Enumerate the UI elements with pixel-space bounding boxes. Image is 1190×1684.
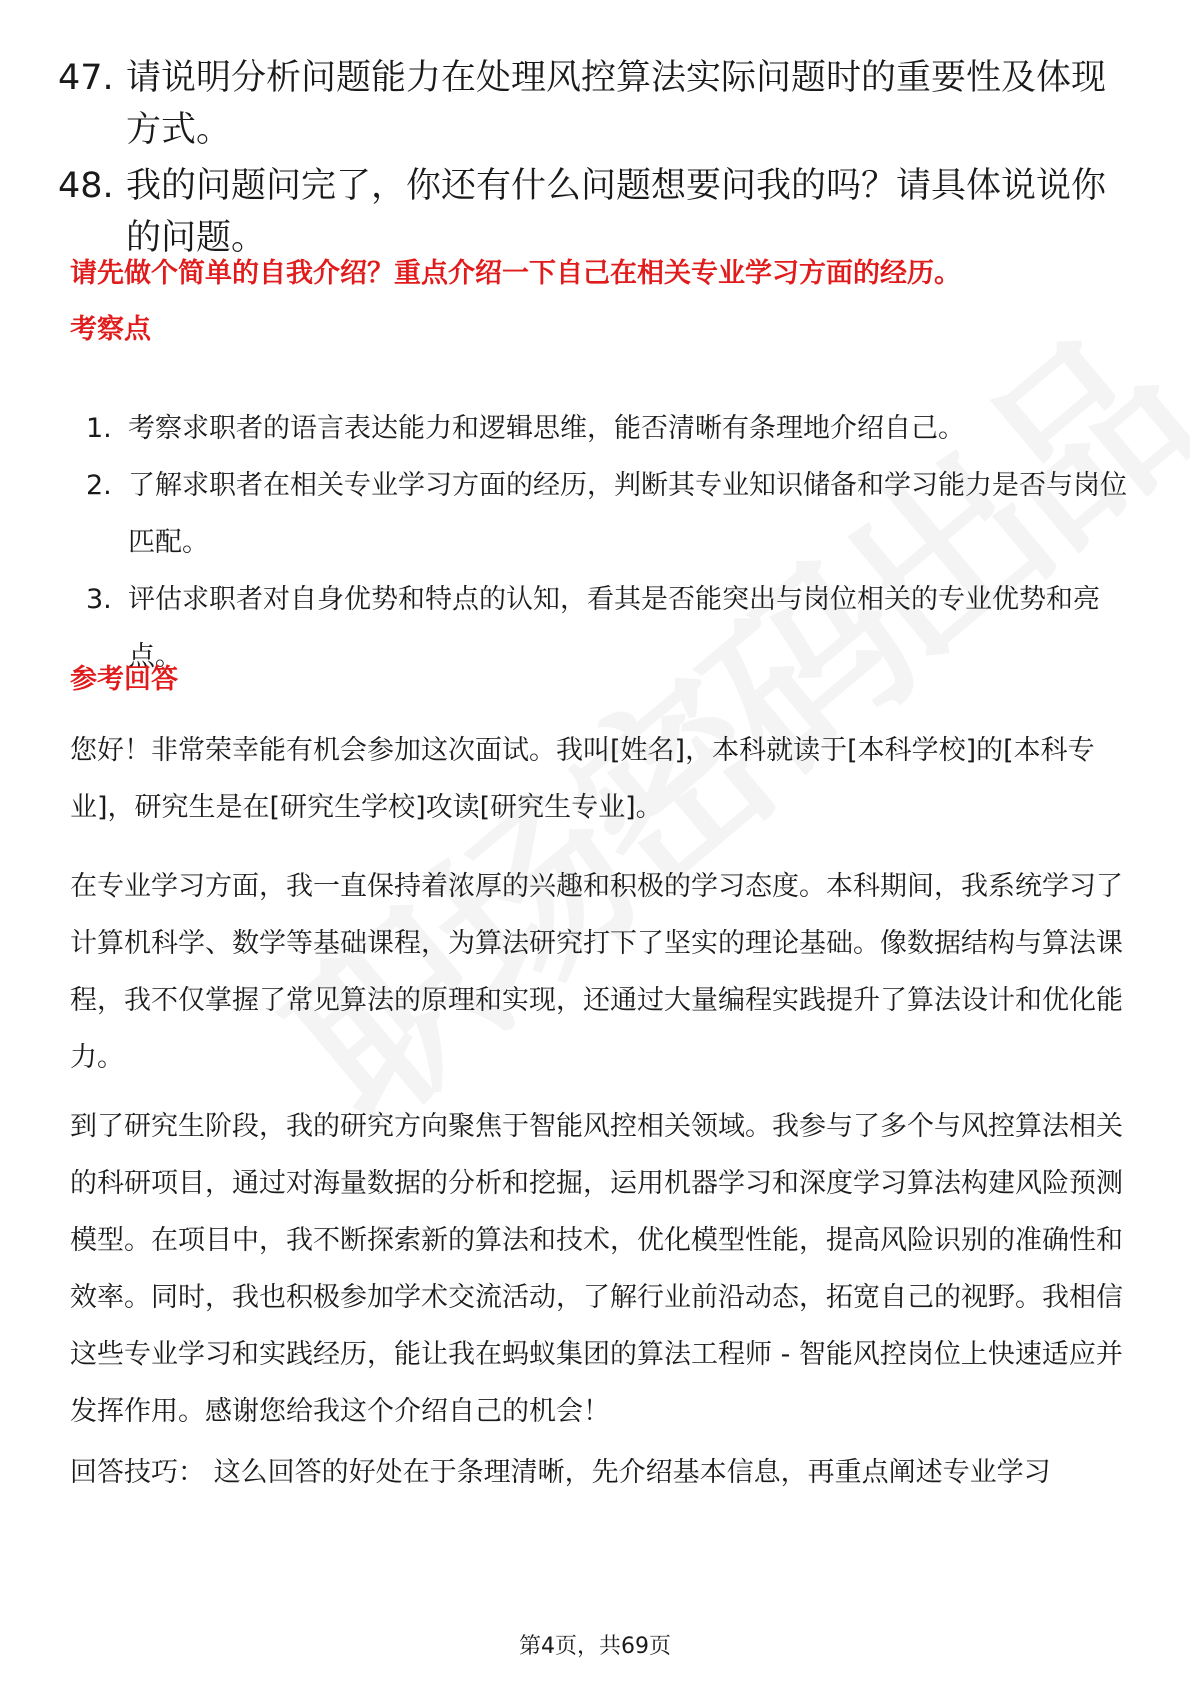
question-item xyxy=(58,52,1138,156)
answer-tip-paragraph: 回答技巧： 这么回答的好处在于条理清晰，先介绍基本信息，再重点阐述专业学习 xyxy=(70,1457,1051,1488)
answer-paragraph: 到了研究生阶段，我的研究方向聚焦于智能风控相关领域。我参与了多个与风控算法相关的科研项目，通过对海量数据的分析和挖掘，运用机器学习和深度学习算法构建风险预测模型。在项目中，我不断探索新的算法和技术，优化模型性能，提高风险识别的准确性和效率。同时，我也积极参加学术交流活动，了解行业前沿动态，拓宽自己的视野。我相信这些专业学习和实践经历，能让我在蚂蚁集团的算法工程师 - 智能风控岗位上快速适应并发挥作用。感谢您给我这个介绍自己的机会！ xyxy=(70,1111,1123,1427)
exam-point-item xyxy=(70,457,1130,571)
question-list xyxy=(58,52,1138,268)
question-text: 请说明分析问题能力在处理风控算法实际问题时的重要性及体现方式。 xyxy=(126,58,1107,150)
exam-point-number: 2. xyxy=(86,470,112,501)
exam-point-text: 考察求职者的语言表达能力和逻辑思维，能否清晰有条理地介绍自己。 xyxy=(128,413,965,444)
question-number: 47. xyxy=(58,58,114,98)
answer-paragraph: 在专业学习方面，我一直保持着浓厚的兴趣和积极的学习态度。本科期间，我系统学习了计算机科学、数学等基础课程，为算法研究打下了坚实的理论基础。像数据结构与算法课程，我不仅掌握了常见算法的原理和实现，还通过大量编程实践提升了算法设计和优化能力。 xyxy=(70,871,1123,1073)
exam-point-text: 评估求职者对自身优势和特点的认知，看其是否能突出与岗位相关的专业优势和亮点。 xyxy=(128,584,1100,672)
exam-point-number: 1. xyxy=(86,413,112,444)
exam-points-title: 考察点 xyxy=(70,314,151,345)
exam-point-item xyxy=(70,571,1130,685)
exam-point-text: 了解求职者在相关专业学习方面的经历，判断其专业知识储备和学习能力是否与岗位匹配。 xyxy=(128,470,1127,558)
question-heading: 请先做个简单的自我介绍？重点介绍一下自己在相关专业学习方面的经历。 xyxy=(70,258,961,289)
question-number: 48. xyxy=(58,166,114,206)
answer-paragraph: 您好！非常荣幸能有机会参加这次面试。我叫[姓名]，本科就读于[本科学校]的[本科专业]，研究生是在[研究生学校]攻读[研究生专业]。 xyxy=(70,735,1095,823)
exam-point-item xyxy=(70,400,1130,457)
reference-answer-title: 参考回答 xyxy=(70,664,178,695)
question-item xyxy=(58,160,1138,264)
exam-point-number: 3. xyxy=(86,584,112,615)
question-text: 我的问题问完了，你还有什么问题想要问我的吗？请具体说说你的问题。 xyxy=(126,166,1107,258)
exam-points-list xyxy=(70,400,1130,685)
page-footer: 第4页，共69页 xyxy=(519,1634,671,1659)
